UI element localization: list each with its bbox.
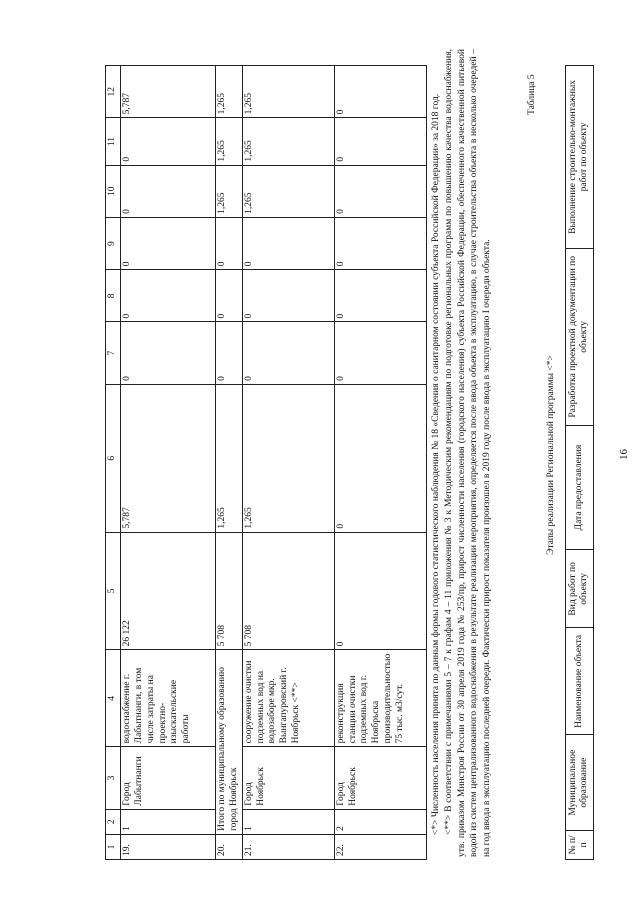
table-row [242,66,334,860]
header-cell: Выполнение строительно-монтажных работ по объекту [566,66,594,249]
cell: 2 [334,809,426,834]
header-cell: Наименование объекта [566,628,594,735]
cell: 0 [334,322,426,384]
cell: 0 [334,270,426,322]
col-header: 3 [106,747,121,809]
table-5-title: Этапы реализации Региональной программы <*> [546,355,556,555]
cell: 1,265 [215,165,242,217]
cell: 0 [334,165,426,217]
footnote-1: <*> Численность населения принята по данным формы годового статистического наблюдения № 18 «Сведения о санитарном состоянии субъекта Российской Федерации» за 2018 год. [431,93,441,835]
cell: 0 [242,322,334,384]
col-header: 2 [106,809,121,834]
cell: 5,787 [120,384,215,532]
cell: 5 708 [215,532,242,650]
cell: 26 122 [120,532,215,650]
header-cell: Вид работ по объекту [566,550,594,628]
cell: 0 [215,322,242,384]
cell: 1,265 [242,165,334,217]
cell: Город Лабытнанги [120,747,215,809]
cell: сооружение очистки подземных вод на водозаборе мкр. Вынгапуровский г. Ноябрьск <**> [242,650,334,747]
col-header: 7 [106,322,121,384]
cell: реконструкция станции очистки подземных вод г. Ноябрьска производительностью 75 тыс. м3/сут. [334,650,426,747]
cell: 1,265 [242,384,334,532]
header-cell: № п/п [566,830,594,859]
cell: 1,265 [242,66,334,118]
col-header: 12 [106,66,121,118]
cell: 1 [242,809,334,834]
cell: 1,265 [215,118,242,165]
footnote-2: <**> В соответствии с примечаниями 5 – 7 к графам 4 – 11 приложения № 3 к Методическим рекомендациям по подготовке региональных программ по повышению качества водоснабжения, утв. приказом Минстроя России от 30 апреля 2019 года № 253/пр, прирост численности населения (городского населения) субъекта Российской Федерации, обеспеченного качественной питьевой водой из систем централизованного водоснабжения в результате реализации мероприятия, определяется после ввода объекта в эксплуатацию, в случае строительства объекта в несколько очередей – на год ввода в эксплуатацию последней очереди. Фактически прирост показателя произошел в 2019 году после ввода в эксплуатацию I очереди объекта. [443,49,493,857]
cell: водоснабжение г. Лабытнанги, в том числе затраты на проектно-изыскательские работы [120,650,215,747]
cell: 0 [120,165,215,217]
cell: 0 [334,384,426,532]
col-header: 9 [106,217,121,269]
footnotes [430,49,494,857]
header-cell: Разработка проектной документации по объекту [566,248,594,425]
cell: 0 [334,532,426,650]
cell: 0 [334,217,426,269]
cell: 0 [215,270,242,322]
cell: 0 [242,270,334,322]
page-number: 16 [618,449,630,460]
cell-total-label: Итого по муниципальному образованию город Ноябрьск [215,650,242,835]
cell: 0 [120,217,215,269]
col-header: 1 [106,834,121,859]
cell: Город Ноябрьск [242,747,334,809]
cell: 0 [120,118,215,165]
col-header: 5 [106,532,121,650]
col-header: 10 [106,165,121,217]
table-row-total [215,66,242,860]
cell: 1,265 [215,384,242,532]
cell: 0 [215,217,242,269]
table-row [120,66,215,860]
stages-table-header [566,66,594,860]
table-5-label: Таблица 5 [527,74,537,115]
col-header: 11 [106,118,121,165]
header-cell: Муниципальное образование [566,735,594,830]
col-header: 4 [106,650,121,747]
cell: 1,265 [242,118,334,165]
cell: 22. [334,834,426,859]
col-header: 8 [106,270,121,322]
header-cell: Дата предоставления [566,425,594,550]
cell: 0 [334,118,426,165]
table-row [334,66,426,860]
cell: Город Ноябрьск [334,747,426,809]
cell: 0 [242,217,334,269]
cell: 20. [215,834,242,859]
stages-table [565,65,594,860]
population-table [105,65,427,860]
cell: 1 [120,809,215,834]
cell: 0 [120,270,215,322]
cell: 21. [242,834,334,859]
cell: 0 [120,322,215,384]
cell: 0 [334,66,426,118]
col-header: 6 [106,384,121,532]
cell: 19. [120,834,215,859]
cell: 1,265 [215,66,242,118]
column-number-row [106,66,121,860]
cell: 5,787 [120,66,215,118]
cell: 5 708 [242,532,334,650]
